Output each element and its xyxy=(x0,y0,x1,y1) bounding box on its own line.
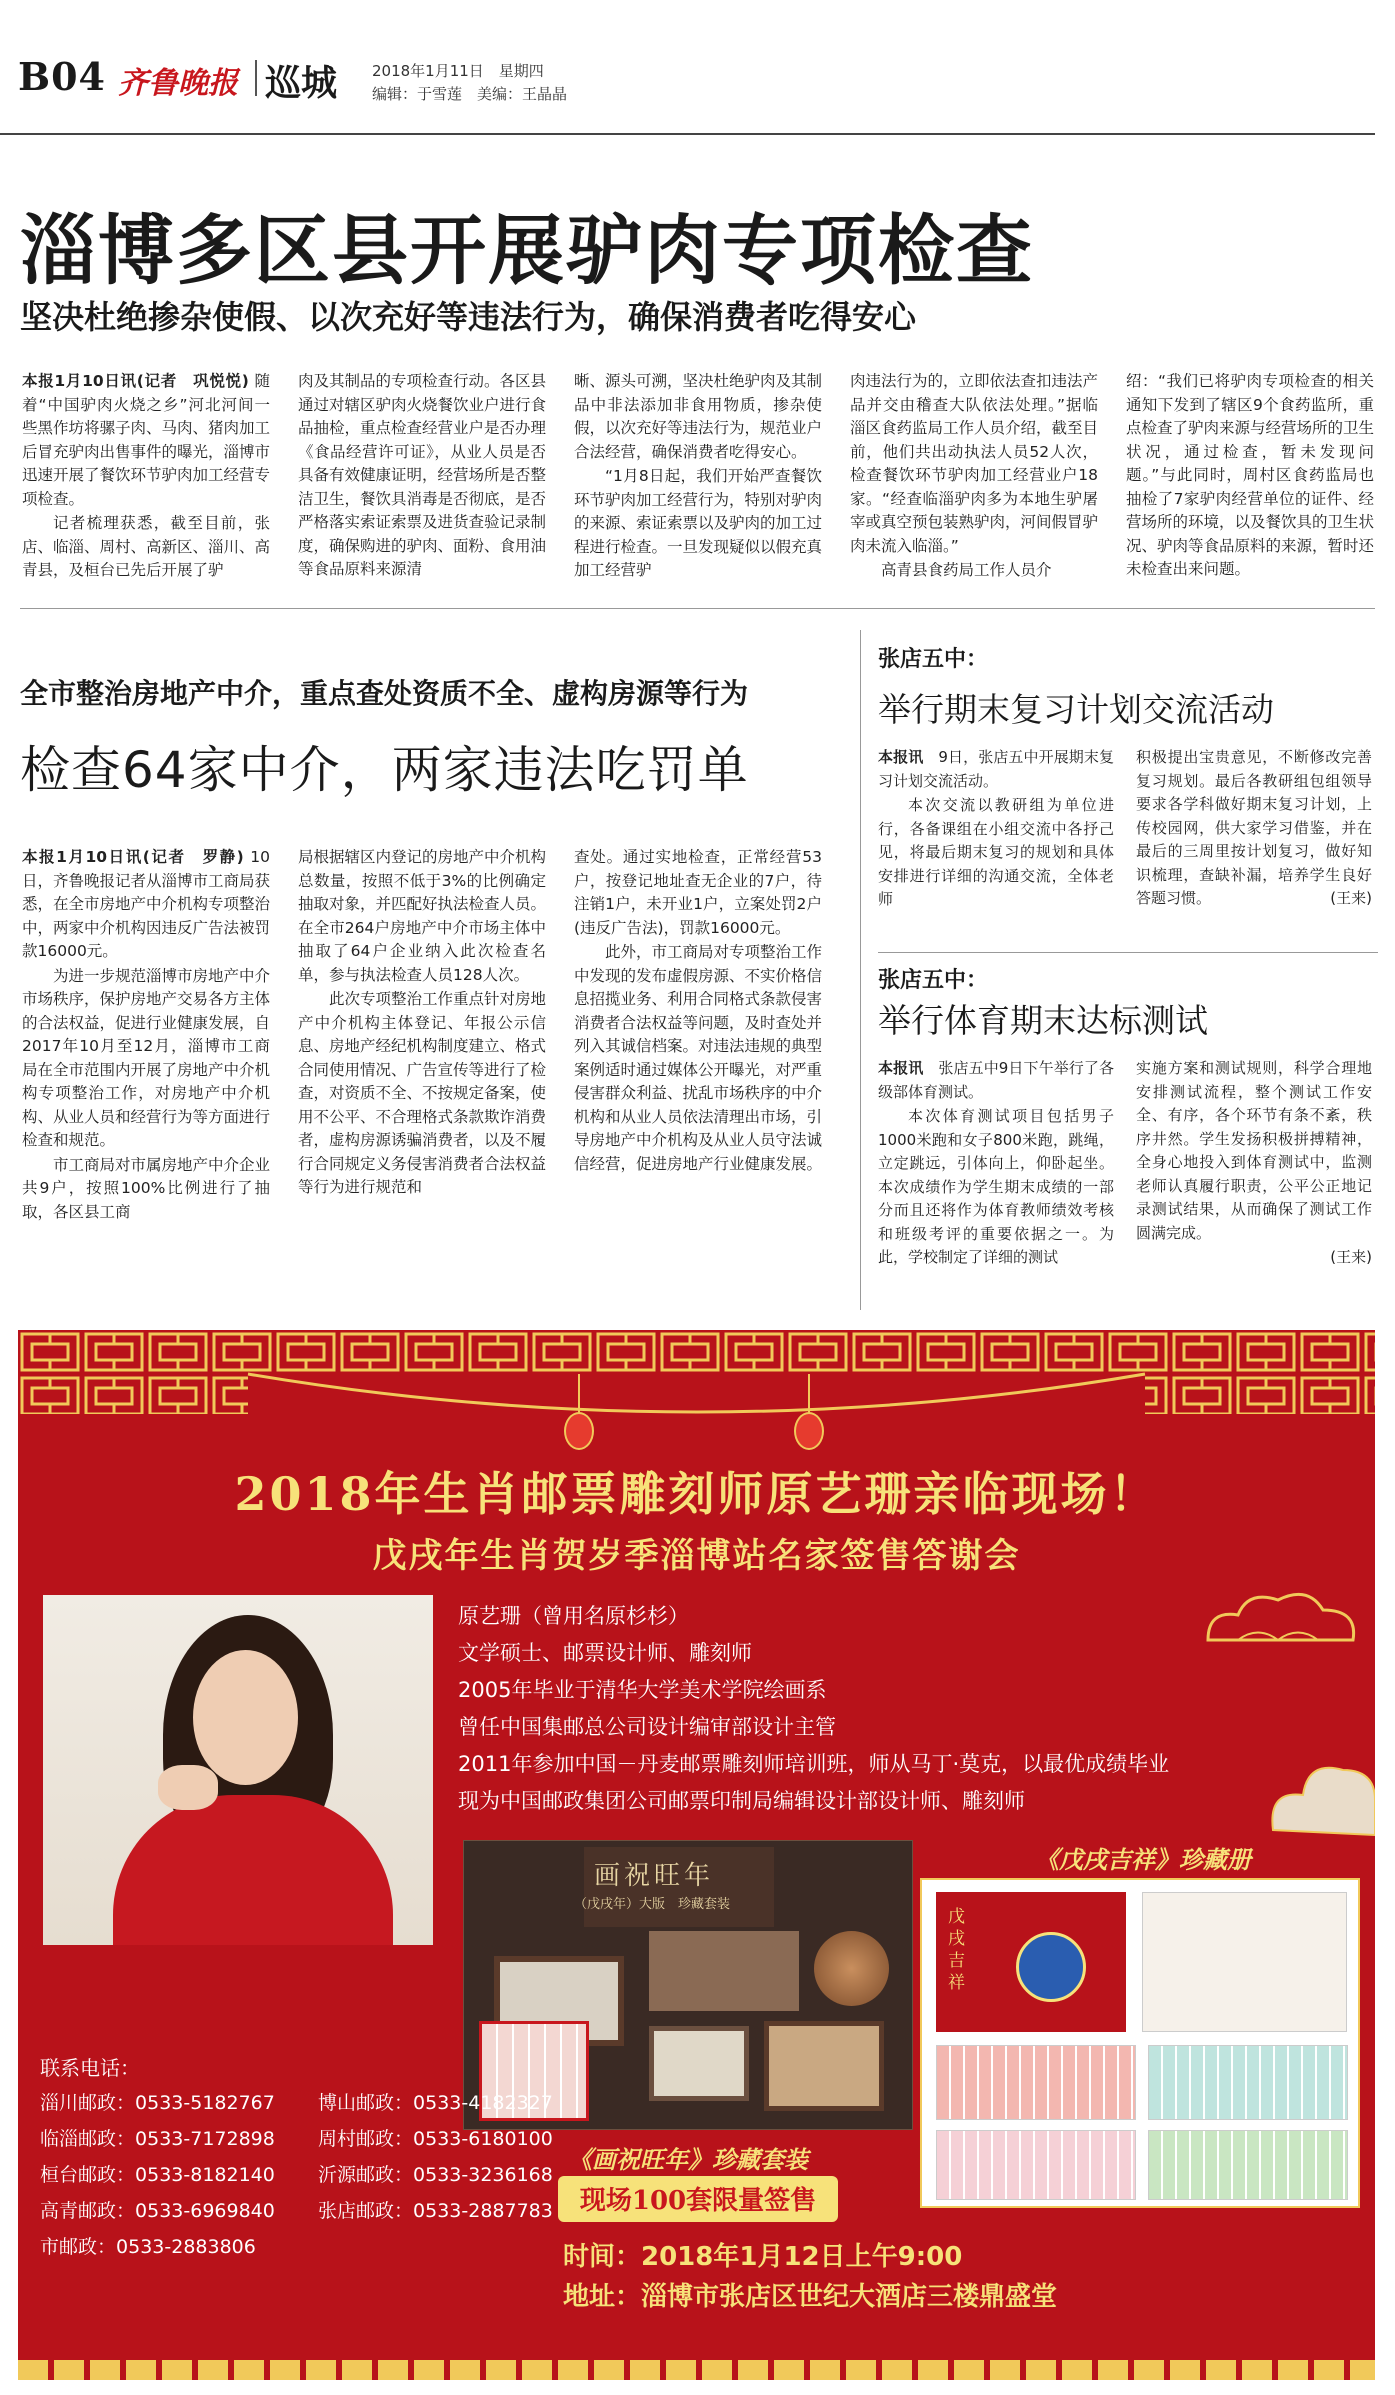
paragraph: 绍：“我们已将驴肉专项检查的相关通知下发到了辖区9个食药监所，重点检查了驴肉来源与经营场所的卫生状况，通过检查，暂未发现问题。”与此同时，周村区食药监局也抽检了7家驴肉经营单位的证件、经营场所的环境，以及餐饮具的卫生状况、驴肉等食品原料的来源，暂时还未检查出来问题。 xyxy=(1126,372,1374,578)
story1-subhead: 坚决杜绝掺杂使假、以次充好等违法行为，确保消费者吃得安心 xyxy=(20,298,917,336)
ad-subtitle: 戊戌年生肖贺岁季淄博站名家签售答谢会 xyxy=(372,1536,1021,1576)
event-time: 时间：2018年1月12日上午9:00 xyxy=(563,2242,963,2272)
paragraph: 本次交流以教研组为单位进行，各备课组在小组交流中各抒己见，将最后期末复习的规划和具体安排进行详细的沟通交流，全体老师 xyxy=(878,796,1114,908)
story-pe-test xyxy=(870,955,1380,1315)
page-header xyxy=(0,0,1395,140)
phone-entry: 博山邮政：0533-4182327 xyxy=(318,2092,553,2114)
story2-col1 xyxy=(22,846,270,1306)
dateline: 本报讯 xyxy=(878,1059,924,1077)
product-set-photo xyxy=(463,1840,913,2130)
story1-headline: 淄博多区县开展驴肉专项检查 xyxy=(20,206,1034,295)
paragraph: 10日，齐鲁晚报记者从淄博市工商局获悉，在全市房地产中介机构专项整治中，两家中介机构因违反广告法被罚款16000元。 xyxy=(22,848,270,960)
bio-line: 原艺珊（曾用名原杉杉） xyxy=(458,1604,689,1628)
phone-entry: 桓台邮政：0533-8182140 xyxy=(40,2164,275,2186)
story-donkey-meat xyxy=(0,140,1395,610)
story1-col1 xyxy=(22,370,270,600)
column-divider xyxy=(860,630,861,1310)
paragraph: 实施方案和测试规则，科学合理地安排测试流程，整个测试工作安全、有序，各个环节有条不紊，秩序井然。学生发扬积极拼搏精神，全身心地投入到体育测试中，监测老师认真履行职责，公平公正地记录测试结果，从而确保了测试工作圆满完成。 xyxy=(1136,1059,1372,1242)
story3-headline: 举行期末复习计划交流活动 xyxy=(878,690,1274,729)
designer-bio xyxy=(458,1598,1238,1820)
box-title: 画祝旺年 xyxy=(594,1861,715,1891)
product2-title: 《戊戌吉祥》珍藏册 xyxy=(1035,1845,1251,1874)
lantern-icon xyxy=(564,1412,594,1450)
lantern-icon xyxy=(794,1412,824,1450)
paragraph: 查处。通过实地检查，正常经营53户，按登记地址查无企业的7户，待注销1户，未开业1户，立案处罚2户(违反广告法)，罚款16000元。 xyxy=(574,848,822,937)
story2-col2 xyxy=(298,846,546,1306)
paragraph: 局根据辖区内登记的房地产中介机构总数量，按照不低于3%的比例确定抽取对象，并匹配好执法检查人员。在全市264户房地产中介市场主体中抽取了64户企业纳入此次检查名单，参与执法检查人员128人次。 xyxy=(298,848,546,984)
story1-col4 xyxy=(850,370,1098,600)
paragraph: 市工商局对市属房地产中介企业共9户，按照100%比例进行了抽取，各区县工商 xyxy=(22,1155,270,1221)
album-page xyxy=(1148,2045,1348,2120)
stamp-signing-ad xyxy=(18,1330,1375,2380)
byline: (王来) xyxy=(1330,889,1372,907)
paragraph: 随着“中国驴肉火烧之乡”河北河间一些黑作坊将骡子肉、马肉、猪肉加工后冒充驴肉出售事件的曝光，淄博市迅速开展了餐饮环节驴肉加工经营专项检查。 xyxy=(22,372,270,508)
dateline: 本报1月10日讯(记者 巩悦悦) xyxy=(22,372,249,390)
byline: (王来) xyxy=(1330,1248,1372,1266)
portrait-face xyxy=(193,1650,298,1785)
story-review-exchange xyxy=(870,630,1380,950)
event-address: 地址：淄博市张店区世纪大酒店三楼鼎盛堂 xyxy=(563,2282,1058,2312)
story1-col2 xyxy=(298,370,546,600)
paragraph: 9日，张店五中开展期末复习计划交流活动。 xyxy=(878,748,1114,790)
bio-line: 曾任中国集邮总公司设计编审部设计主管 xyxy=(458,1715,836,1739)
paragraph: “1月8日起，我们开始严查餐饮环节驴肉加工经营行为，特别对驴肉的来源、索证索票以及驴肉的加工过程进行检查。一旦发现疑似以假充真加工经营驴 xyxy=(574,467,822,579)
album-page xyxy=(1148,2130,1348,2200)
album-page xyxy=(936,2130,1136,2200)
framed-stamp xyxy=(649,2026,749,2101)
ad-title: 2018年生肖邮票雕刻师原艺珊亲临现场！ xyxy=(234,1467,1159,1521)
story2-headline: 检查64家中介，两家违法吃罚单 xyxy=(20,741,749,799)
designer-portrait xyxy=(43,1595,433,1945)
framed-stamp xyxy=(764,2021,884,2111)
album-page xyxy=(936,2045,1136,2120)
paragraph: 肉违法行为的，立即依法查扣违法产品并交由稽查大队依法处理。”据临淄区食药监局工作人员介绍，截至目前，他们共出动执法人员52人次，检查餐饮环节驴肉加工经营业户18家。“经查临淄驴肉多为本地生驴屠宰或真空预包装熟驴肉，河间假冒驴肉未流入临淄。” xyxy=(850,372,1098,555)
editors: 编辑：于雪莲 美编：王晶晶 xyxy=(372,85,568,103)
dog-emblem-icon xyxy=(1016,1932,1086,2002)
story3-label: 张店五中： xyxy=(878,647,989,672)
story3-col2 xyxy=(1136,746,1372,946)
phone-entry: 临淄邮政：0533-7172898 xyxy=(40,2128,275,2150)
box-subtitle: （戊戌年）大版 珍藏套装 xyxy=(574,1897,731,1912)
page-number: B04 xyxy=(18,54,106,99)
header-rule xyxy=(0,133,1375,135)
story1-col3 xyxy=(574,370,822,600)
lantern-icon xyxy=(808,1374,810,1414)
dateline: 本报1月10日讯(记者 罗静) xyxy=(22,848,244,866)
portrait-sweater xyxy=(113,1795,393,1945)
paragraph: 此次专项整治工作重点针对房地产中介机构主体登记、年报公示信息、房地产经纪机构制度建立、格式合同使用情况、广告宣传等进行了检查，对资质不全、不按规定备案，使用不公平、不合理格式条款欺诈消费者，虚构房源诱骗消费者，以及不履行合同规定义务侵害消费者合法权益等行为进行规范和 xyxy=(298,990,546,1196)
story2-col3 xyxy=(574,846,822,1306)
story4-col2 xyxy=(1136,1057,1372,1305)
paragraph: 此外，市工商局对专项整治工作中发现的发布虚假房源、不实价格信息招揽业务、利用合同格式条款侵害消费者合法权益等问题，及时查处并列入其诚信档案。对违法违规的典型案例适时通过媒体公开曝光，对严重侵害群众利益、扰乱市场秩序的中介机构和从业人员依法清理出市场，引导房地产中介机构及从业人员守法诚信经营，促进房地产行业健康发展。 xyxy=(574,943,822,1173)
lantern-icon xyxy=(578,1374,580,1414)
story-real-estate xyxy=(0,620,855,1310)
bio-line: 文学硕士、邮票设计师、雕刻师 xyxy=(458,1641,752,1665)
paragraph: 记者梳理获悉，截至目前，张店、临淄、周村、高新区、淄川、高青县，及桓台已先后开展了驴 xyxy=(22,514,270,579)
paragraph: 积极提出宝贵意见，不断修改完善复习规划。最后各教研组包组领导要求各学科做好期末复习计划，上传校园网，供大家学习借鉴，并在最后的三周里按计划复习，做好知识梳理，查缺补漏，培养学生良好答题习惯。 xyxy=(1136,748,1372,907)
lattice-border xyxy=(18,1330,1375,1440)
section-name: 巡城 xyxy=(265,63,338,104)
paragraph: 肉及其制品的专项检查行动。各区县通过对辖区驴肉火烧餐饮业户进行食品抽检，重点检查经营业户是否办理《食品经营许可证》，从业人员是否具备有效健康证明，经营场所是否整洁卫生，餐饮具消毒是否彻底，是否严格落实索证索票及进货查验记录制度，确保购进的驴肉、面粉、食用油等食品原料来源清 xyxy=(298,372,546,578)
story4-headline: 举行体育期末达标测试 xyxy=(878,1001,1208,1040)
ad-bottom-border xyxy=(18,2360,1375,2380)
phone-entry: 淄川邮政：0533-5182767 xyxy=(40,2092,275,2114)
phone-entry: 周村邮政：0533-6180100 xyxy=(318,2128,553,2150)
paragraph: 晰、源头可溯，坚决杜绝驴肉及其制品中非法添加非食用物质，掺杂使假，以次充好等违法行为，规范业户合法经营，确保消费者吃得安心。 xyxy=(574,372,822,461)
album-photo xyxy=(920,1878,1360,2208)
paragraph: 高青县食药局工作人员介 xyxy=(881,561,1052,579)
portrait-hand xyxy=(158,1765,218,1810)
paragraph: 本次体育测试项目包括男子1000米跑和女子800米跑，跳绳，立定跳远，引体向上，仰卧起坐。本次成绩作为学生期末成绩的一部分而且还将作为体育教师绩效考核和班级考评的重要依据之一。为此，学校制定了详细的测试 xyxy=(878,1107,1114,1266)
stamp-folder xyxy=(649,1931,799,2011)
limited-text: 现场100套限量签售 xyxy=(579,2186,817,2216)
phone-entry: 高青邮政：0533-6969840 xyxy=(40,2200,275,2222)
phone-entry: 沂源邮政：0533-3236168 xyxy=(318,2164,553,2186)
album-cover-title: 戊戌吉祥 xyxy=(948,1907,965,1993)
story1-col5 xyxy=(1126,370,1374,600)
story2-kicker: 全市整治房地产中介，重点查处资质不全、虚构房源等行为 xyxy=(20,677,749,710)
bio-line: 2005年毕业于清华大学美术学院绘画系 xyxy=(458,1678,827,1702)
bio-line: 2011年参加中国－丹麦邮票雕刻师培训班，师从马丁·莫克，以最优成绩毕业 xyxy=(458,1752,1170,1776)
issue-date: 2018年1月11日 星期四 xyxy=(372,62,544,80)
story4-label: 张店五中： xyxy=(878,968,989,993)
bio-line: 现为中国邮政集团公司邮票印制局编辑设计部设计师、雕刻师 xyxy=(458,1789,1025,1813)
story3-col1 xyxy=(878,746,1114,946)
product1-caption: 《画祝旺年》珍藏套装 xyxy=(568,2145,808,2174)
contact-label: 联系电话： xyxy=(40,2056,140,2080)
paragraph: 张店五中9日下午举行了各级部体育测试。 xyxy=(878,1059,1114,1101)
cloud-ornament-icon xyxy=(1268,1740,1375,1850)
paragraph: 为进一步规范淄博市房地产中介市场秩序，保护房地产交易各方主体的合法权益，促进行业健康发展，自2017年10月至12月，淄博市工商局在全市范围内开展了房地产中介机构专项整治工作，对房地产中介机构、从业人员和经营行为等方面进行检查和规范。 xyxy=(22,966,270,1149)
header-divider xyxy=(255,60,257,96)
dateline: 本报讯 xyxy=(878,748,924,766)
album-page xyxy=(1142,1892,1347,2032)
album-cover xyxy=(936,1892,1126,2032)
story3-bottom-rule xyxy=(878,952,1378,953)
phone-entry: 市邮政：0533-2883806 xyxy=(40,2236,256,2258)
story4-col1 xyxy=(878,1057,1114,1305)
masthead-logo: 齐鲁晚报 xyxy=(118,66,238,101)
phone-entry: 张店邮政：0533-2887783 xyxy=(318,2200,553,2222)
coin xyxy=(814,1931,889,2006)
story1-bottom-rule xyxy=(20,608,1375,609)
